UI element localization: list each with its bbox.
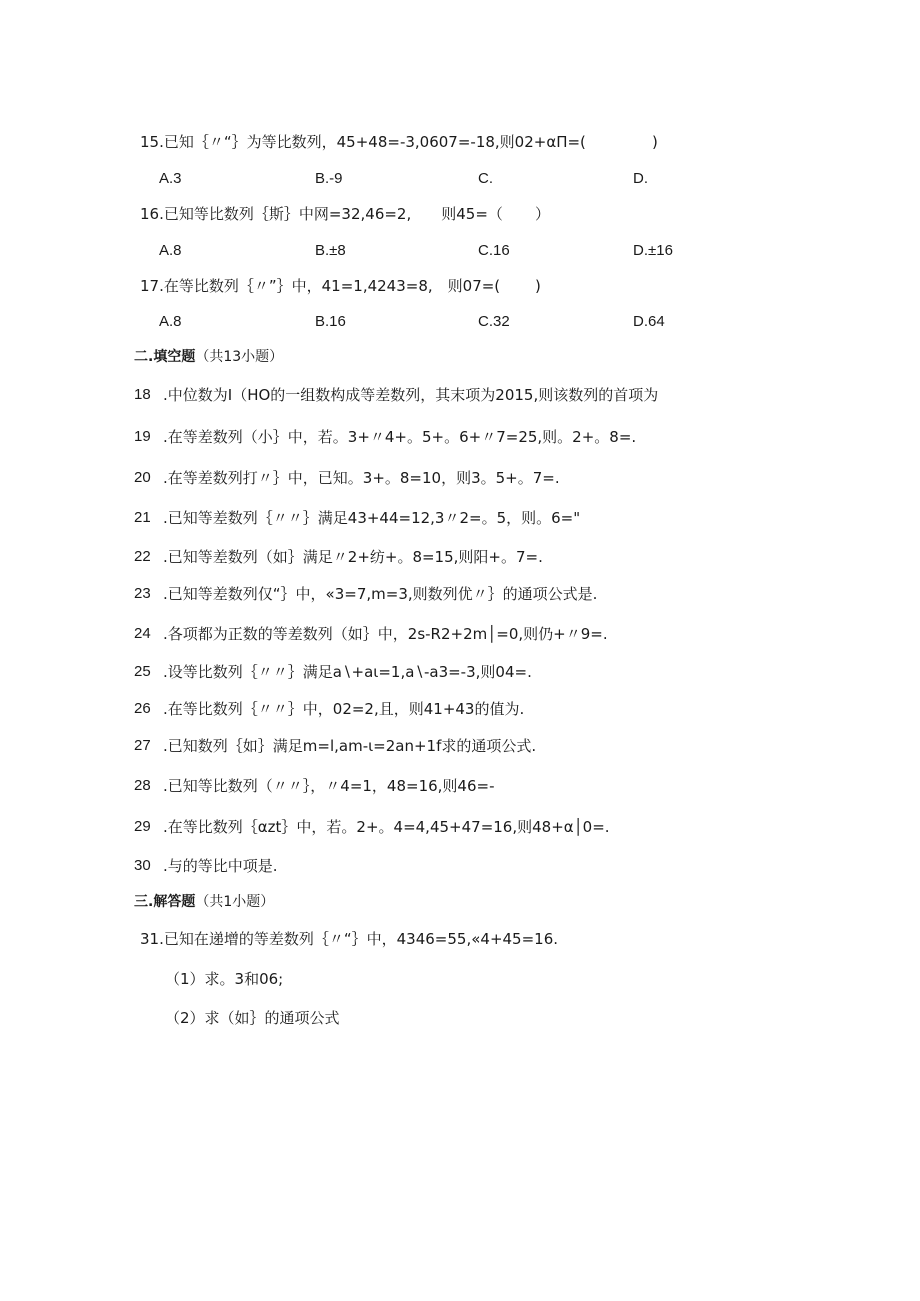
question-17-option-d: D.64 xyxy=(633,313,665,330)
question-22-text: .已知等差数列（如｝满足〃2+纺+。8=15,则阳+。7=. xyxy=(163,548,543,566)
question-16-close-paren: ） xyxy=(535,205,551,223)
question-17-option-a: A.8 xyxy=(159,313,182,330)
question-31-stem: 31.已知在递增的等差数列｛〃“｝中，4346=55,«4+45=16. xyxy=(140,930,559,948)
question-23-number: 23 xyxy=(134,585,151,602)
question-20-text: .在等差数列打〃｝中，已知。3+。8=10，则3。5+。7=. xyxy=(163,469,560,487)
section-answer-heading xyxy=(134,892,274,912)
question-23-text: .已知等差数列仅“｝中，«3=7,m=3,则数列优〃｝的通项公式是. xyxy=(163,585,598,603)
question-15-option-b: B.-9 xyxy=(315,170,343,187)
question-26-text: .在等比数列｛〃〃｝中，02=2,且，则41+43的值为. xyxy=(163,700,525,718)
section-fill-in-label: 二.填空题 xyxy=(134,349,196,365)
question-16-option-c: C.16 xyxy=(478,242,510,259)
question-28-text: .已知等比数列（〃〃｝，〃4=1，48=16,则46=- xyxy=(163,777,495,795)
question-17-option-b: B.16 xyxy=(315,313,346,330)
section-answer-label: 三.解答题 xyxy=(134,894,196,910)
question-21-number: 21 xyxy=(134,509,151,526)
question-15-option-d: D. xyxy=(633,170,648,187)
question-31-part-1: （1）求。3和06; xyxy=(165,970,284,988)
question-16-option-a: A.8 xyxy=(159,242,182,259)
question-19-text: .在等差数列（小｝中，若。3+〃4+。5+。6+〃7=25,则。2+。8=. xyxy=(163,428,637,446)
question-27-number: 27 xyxy=(134,737,151,754)
question-17-close-paren: ) xyxy=(535,277,541,295)
question-22-number: 22 xyxy=(134,548,151,565)
question-16-option-d: D.±16 xyxy=(633,242,673,259)
question-21-text: .已知等差数列｛〃〃｝满足43+44=12,3〃2=。5，则。6=" xyxy=(163,509,581,527)
question-15-stem: 15.已知｛〃“｝为等比数列，45+48=-3,0607=-18,则02+αΠ=( xyxy=(140,133,586,151)
question-17-stem: 17.在等比数列｛〃”｝中，41=1,4243=8, 则07=( xyxy=(140,277,501,295)
question-30-text: .与的等比中项是. xyxy=(163,857,278,875)
question-31-part-2: （2）求（如｝的通项公式 xyxy=(165,1009,340,1027)
question-29-text: .在等比数列｛αzt｝中，若。2+。4=4,45+47=16,则48+α│0=. xyxy=(163,818,610,836)
question-27-text: .已知数列｛如｝满足m=l,am-ι=2an+1f求的通项公式. xyxy=(163,737,537,755)
section-fill-in-heading xyxy=(134,347,283,367)
question-15-option-a: A.3 xyxy=(159,170,182,187)
question-18-text: .中位数为I（HO的一组数构成等差数列，其末项为2015,则该数列的首项为 xyxy=(163,386,659,404)
question-19-number: 19 xyxy=(134,428,151,445)
question-25-number: 25 xyxy=(134,663,151,680)
question-18-number: 18 xyxy=(134,386,151,403)
question-16-option-b: B.±8 xyxy=(315,242,346,259)
question-20-number: 20 xyxy=(134,469,151,486)
section-answer-note: （共1小题） xyxy=(195,894,275,910)
question-29-number: 29 xyxy=(134,818,151,835)
question-25-text: .设等比数列｛〃〃｝满足a∖+aι=1,a∖-a3=-3,则04=. xyxy=(163,663,532,681)
question-30-number: 30 xyxy=(134,857,151,874)
question-17-option-c: C.32 xyxy=(478,313,510,330)
question-15-option-c: C. xyxy=(478,170,493,187)
question-15-close-paren: ) xyxy=(652,133,658,151)
question-16-stem: 16.已知等比数列｛斯｝中网=32,46=2, 则45=（ xyxy=(140,205,503,223)
question-24-text: .各项都为正数的等差数列（如｝中，2s-R2+2m│=0,则仍+〃9=. xyxy=(163,625,608,643)
section-fill-in-note: （共13小题） xyxy=(195,349,284,365)
question-28-number: 28 xyxy=(134,777,151,794)
question-26-number: 26 xyxy=(134,700,151,717)
question-24-number: 24 xyxy=(134,625,151,642)
